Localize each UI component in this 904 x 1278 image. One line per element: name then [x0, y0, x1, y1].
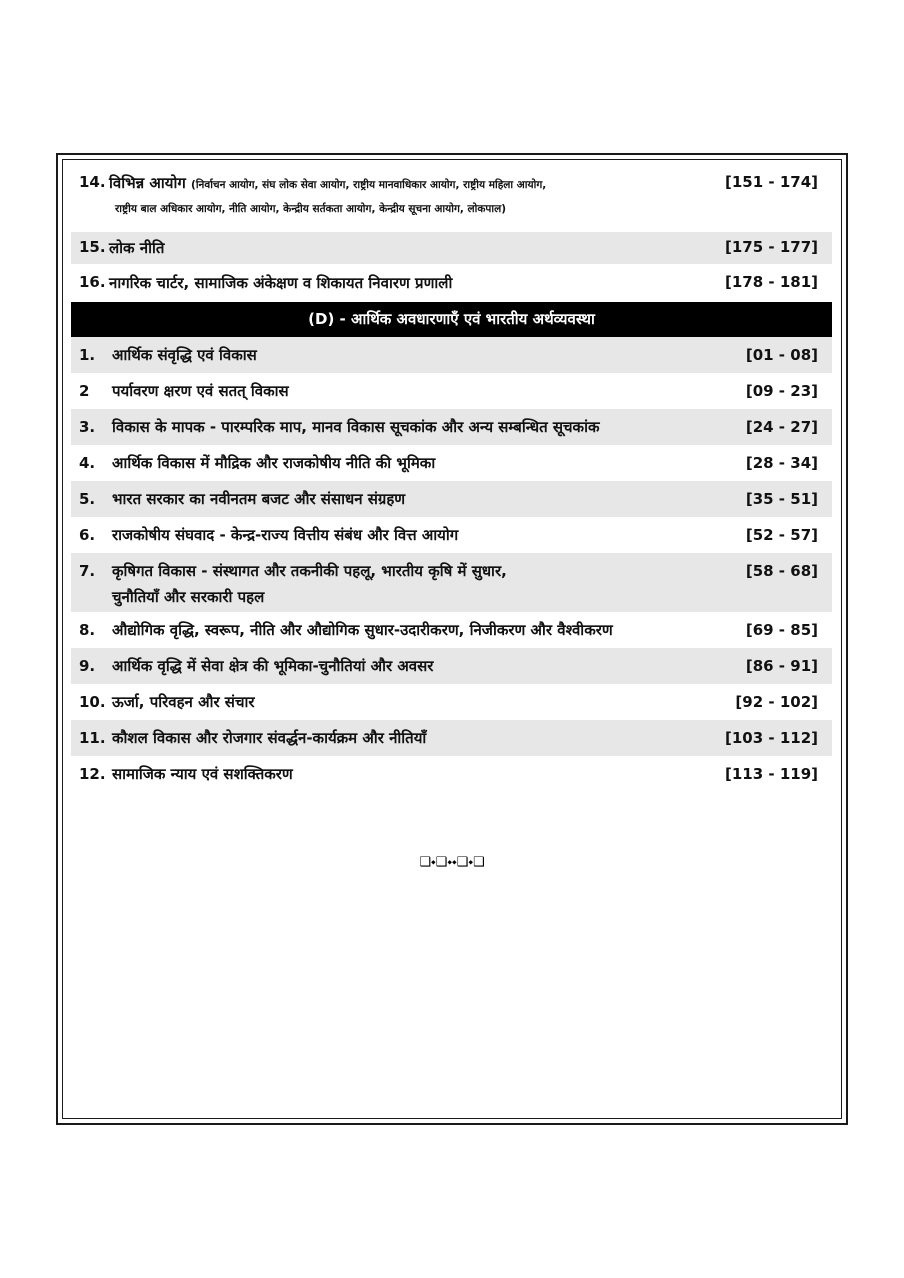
toc-number: 11.	[79, 729, 106, 747]
toc-number: 12.	[79, 765, 106, 783]
end-ornament: ❑⬩❑⬩⬩❑⬩❑	[419, 855, 485, 870]
toc-title-line: आर्थिक वृद्धि में सेवा क्षेत्र की भूमिका-चुनौतियां और अवसर	[112, 657, 434, 675]
toc-row-14	[71, 165, 832, 232]
toc-title-line: ऊर्जा, परिवहन और संचार	[112, 693, 255, 711]
toc-title	[112, 453, 435, 473]
toc-number: 15.	[79, 238, 106, 256]
section-header: (D) - आर्थिक अवधारणाएँ एवं भारतीय अर्थव्यवस्था	[71, 302, 832, 337]
toc-title	[112, 728, 426, 748]
toc-title	[112, 764, 293, 784]
toc-number: 3.	[79, 418, 96, 436]
toc-number: 7.	[79, 562, 96, 580]
toc-title	[112, 417, 599, 437]
toc-row-6	[71, 517, 832, 553]
toc-page-range: [178 - 181]	[724, 273, 818, 291]
toc-title	[112, 525, 458, 545]
toc-page-range: [52 - 57]	[745, 526, 818, 544]
toc-row-2	[71, 373, 832, 409]
toc-title-line: पर्यावरण क्षरण एवं सतत् विकास	[112, 382, 289, 400]
toc-row-11	[71, 720, 832, 756]
toc-row-15	[71, 232, 832, 264]
toc-title-line: कौशल विकास और रोजगार संवर्द्धन-कार्यक्रम और नीतियाँ	[112, 729, 427, 747]
toc-number: 2	[79, 382, 90, 400]
toc-row-10	[71, 684, 832, 720]
toc-page-range: [24 - 27]	[745, 418, 818, 436]
toc-title-line: सामाजिक न्याय एवं सशक्तिकरण	[112, 765, 293, 783]
toc-page-range: [103 - 112]	[724, 729, 818, 747]
toc-title-line: आर्थिक विकास में मौद्रिक और राजकोषीय नीति की भूमिका	[112, 454, 436, 472]
toc-page-range: [09 - 23]	[745, 382, 818, 400]
toc-number: 16.	[79, 273, 106, 291]
toc-title-line: राजकोषीय संघवाद - केन्द्र-राज्य वित्तीय संबंध और वित्त आयोग	[112, 526, 459, 544]
toc-title-line2: चुनौतियाँ और सरकारी पहल	[112, 588, 265, 606]
toc-title	[112, 620, 613, 640]
toc-number: 4.	[79, 454, 96, 472]
toc-number: 8.	[79, 621, 96, 639]
toc-number: 1.	[79, 346, 96, 364]
toc-page-range: [151 - 174]	[724, 173, 818, 191]
toc-page-range: [01 - 08]	[745, 346, 818, 364]
toc-section-d-list	[71, 337, 832, 792]
toc-number: 9.	[79, 657, 96, 675]
toc-title	[109, 173, 546, 193]
toc-title-line: आर्थिक संवृद्धि एवं विकास	[112, 346, 257, 364]
toc-title	[112, 345, 257, 365]
toc-row-1	[71, 337, 832, 373]
toc-row-16	[71, 264, 832, 302]
toc-page-range: [175 - 177]	[724, 238, 818, 256]
toc-title-detail-line2: राष्ट्रीय बाल अधिकार आयोग, नीति आयोग, केन्द्रीय सर्तकता आयोग, केन्द्रीय सूचना आयोग, लोकपाल)	[115, 203, 507, 215]
toc-row-8	[71, 612, 832, 648]
toc-row-5	[71, 481, 832, 517]
toc-title-main: विभिन्न आयोग	[109, 174, 186, 192]
toc-title	[112, 656, 433, 676]
toc-row-3	[71, 409, 832, 445]
toc-page-range: [86 - 91]	[745, 657, 818, 675]
toc-title-line: औद्योगिक वृद्धि, स्वरूप, नीति और औद्योगिक सुधार-उदारीकरण, निजीकरण और वैश्वीकरण	[112, 621, 613, 639]
toc-number: 10.	[79, 693, 106, 711]
toc-title	[112, 381, 289, 401]
toc-title-line: विकास के मापक - पारम्परिक माप, मानव विकास सूचकांक और अन्य सम्बन्धित सूचकांक	[112, 418, 600, 436]
toc-title	[112, 561, 507, 607]
toc-page-range: [28 - 34]	[745, 454, 818, 472]
toc-row-12	[71, 756, 832, 792]
toc-page-range: [58 - 68]	[745, 562, 818, 580]
toc-number: 14.	[79, 173, 106, 191]
toc-row-7	[71, 553, 832, 612]
toc-title: नागरिक चार्टर, सामाजिक अंकेक्षण व शिकायत निवारण प्रणाली	[109, 274, 453, 292]
toc-title	[112, 489, 405, 509]
toc-page-range: [35 - 51]	[745, 490, 818, 508]
toc-title-line: कृषिगत विकास - संस्थागत और तकनीकी पहलू, भारतीय कृषि में सुधार,	[112, 562, 507, 580]
toc-title-detail: (निर्वाचन आयोग, संघ लोक सेवा आयोग, राष्ट्रीय मानवाधिकार आयोग, राष्ट्रीय महिला आयोग,	[191, 179, 547, 191]
toc-page-range: [69 - 85]	[745, 621, 818, 639]
table-of-contents	[71, 165, 832, 792]
toc-title-line: भारत सरकार का नवीनतम बजट और संसाधन संग्रहण	[112, 490, 406, 508]
toc-title	[112, 692, 255, 712]
toc-number: 5.	[79, 490, 96, 508]
toc-row-4	[71, 445, 832, 481]
toc-title: लोक नीति	[109, 239, 165, 257]
toc-page-range: [113 - 119]	[724, 765, 818, 783]
toc-row-9	[71, 648, 832, 684]
toc-number: 6.	[79, 526, 96, 544]
toc-page-range: [92 - 102]	[735, 693, 818, 711]
